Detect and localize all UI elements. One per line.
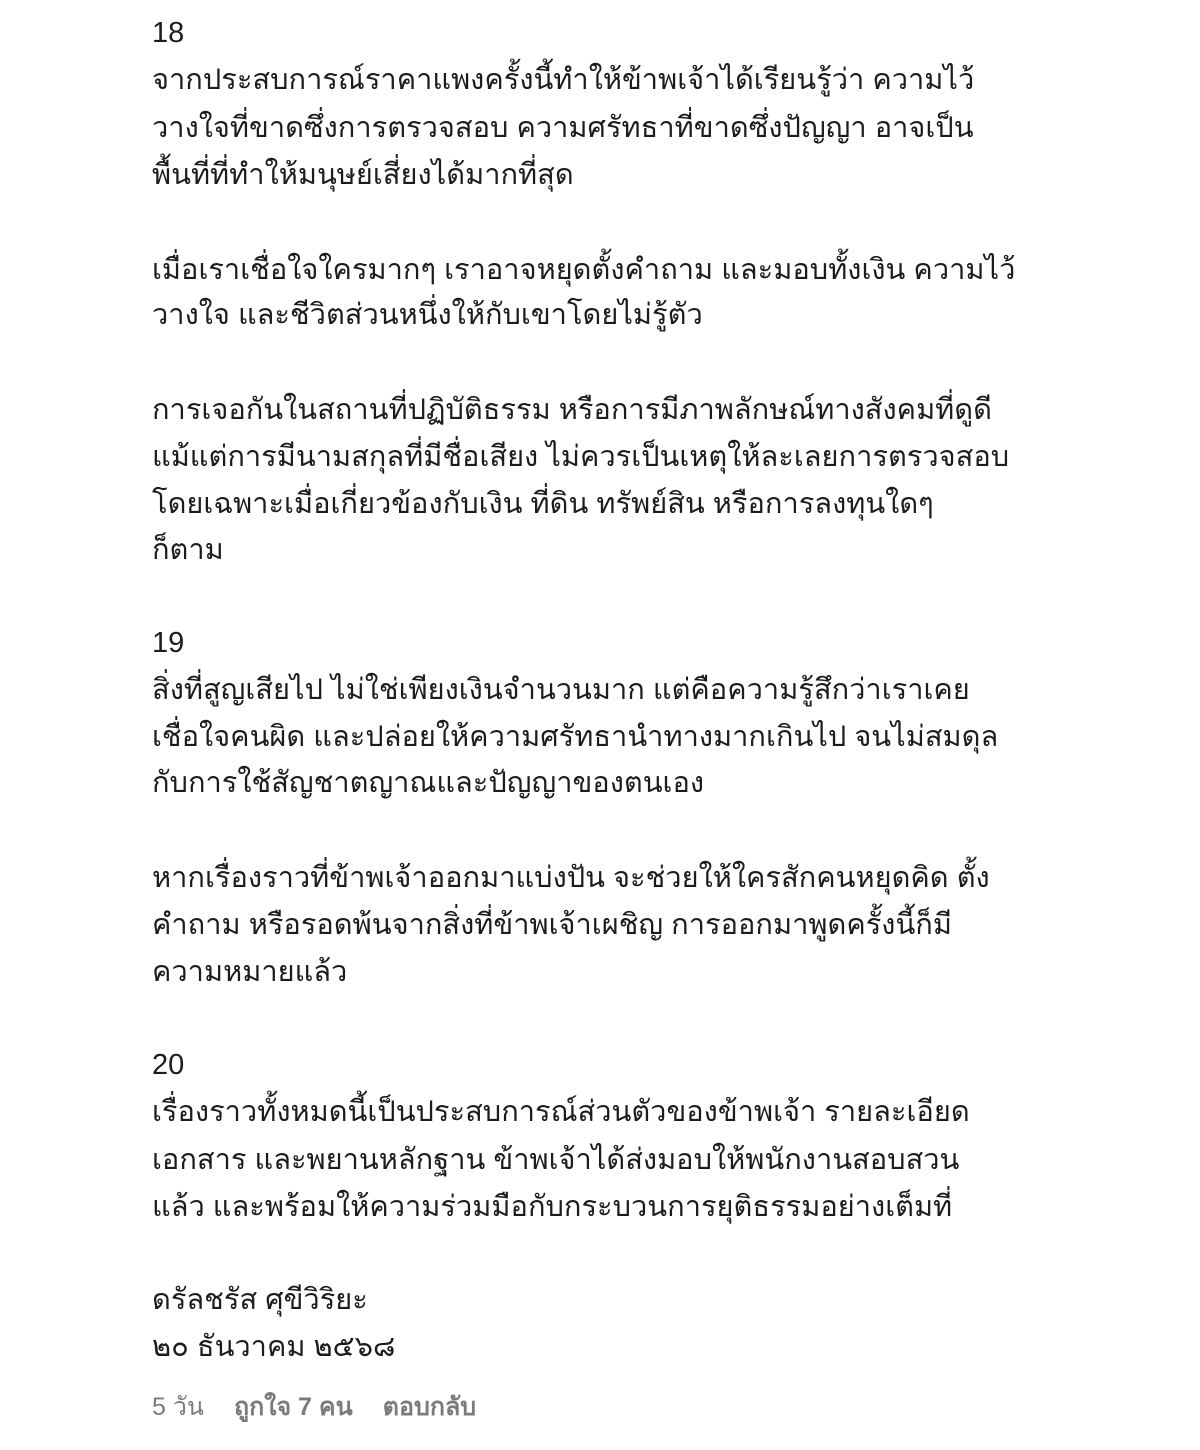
- text-line: แล้ว และพร้อมให้ความร่วมมือกับกระบวนการยุติธรรมอย่างเต็มที่: [152, 1191, 953, 1223]
- section-number: 18: [152, 17, 185, 49]
- text-line: จากประสบการณ์ราคาแพงครั้งนี้ทำให้ข้าพเจ้าได้เรียนรู้ว่า ความไว้: [152, 64, 975, 96]
- signature-date: ๒๐ ธันวาคม ๒๕๖๘: [152, 1331, 396, 1363]
- text-line: เมื่อเราเชื่อใจใครมากๆ เราอาจหยุดตั้งคำถาม และมอบทั้งเงิน ความไว้: [152, 254, 1016, 286]
- text-line: สิ่งที่สูญเสียไป ไม่ใช่เพียงเงินจำนวนมาก แต่คือความรู้สึกว่าเราเคย: [152, 674, 970, 706]
- reply-button[interactable]: ตอบกลับ: [382, 1393, 477, 1421]
- text-line: วางใจที่ขาดซึ่งการตรวจสอบ ความศรัทธาที่ขาดซึ่งปัญญา อาจเป็น: [152, 112, 974, 144]
- text-line: การเจอกันในสถานที่ปฏิบัติธรรม หรือการมีภาพลักษณ์ทางสังคมที่ดูดี: [152, 394, 992, 426]
- text-line: เอกสาร และพยานหลักฐาน ข้าพเจ้าได้ส่งมอบให้พนักงานสอบสวน: [152, 1144, 960, 1176]
- timestamp-link[interactable]: 5 วัน: [152, 1393, 204, 1421]
- comment-actions: [152, 1390, 476, 1424]
- text-line: เชื่อใจคนผิด และปล่อยให้ความศรัทธานำทางมากเกินไป จนไม่สมดุล: [152, 721, 999, 753]
- text-line: พื้นที่ที่ทำให้มนุษย์เสี่ยงได้มากที่สุด: [152, 159, 574, 191]
- signature-name: ดรัลชรัส ศุขีวิริยะ: [152, 1284, 368, 1316]
- text-line: วางใจ และชีวิตส่วนหนึ่งให้กับเขาโดยไม่รู้ตัว: [152, 299, 703, 331]
- text-line: หากเรื่องราวที่ข้าพเจ้าออกมาแบ่งปัน จะช่วยให้ใครสักคนหยุดคิด ตั้ง: [152, 862, 990, 894]
- text-line: แม้แต่การมีนามสกุลที่มีชื่อเสียง ไม่ควรเป็นเหตุให้ละเลยการตรวจสอบ: [152, 441, 1010, 473]
- section-number: 19: [152, 627, 185, 659]
- text-line: คำถาม หรือรอดพ้นจากสิ่งที่ข้าพเจ้าเผชิญ การออกมาพูดครั้งนี้ก็มี: [152, 909, 952, 941]
- section-number: 20: [152, 1049, 185, 1081]
- text-line: ก็ตาม: [152, 534, 224, 566]
- text-line: เรื่องราวทั้งหมดนี้เป็นประสบการณ์ส่วนตัวของข้าพเจ้า รายละเอียด: [152, 1096, 970, 1128]
- text-line: โดยเฉพาะเมื่อเกี่ยวข้องกับเงิน ที่ดิน ทรัพย์สิน หรือการลงทุนใดๆ: [152, 488, 934, 520]
- text-line: ความหมายแล้ว: [152, 956, 348, 988]
- like-button[interactable]: ถูกใจ 7 คน: [233, 1393, 353, 1421]
- text-line: กับการใช้สัญชาตญาณและปัญญาของตนเอง: [152, 767, 705, 799]
